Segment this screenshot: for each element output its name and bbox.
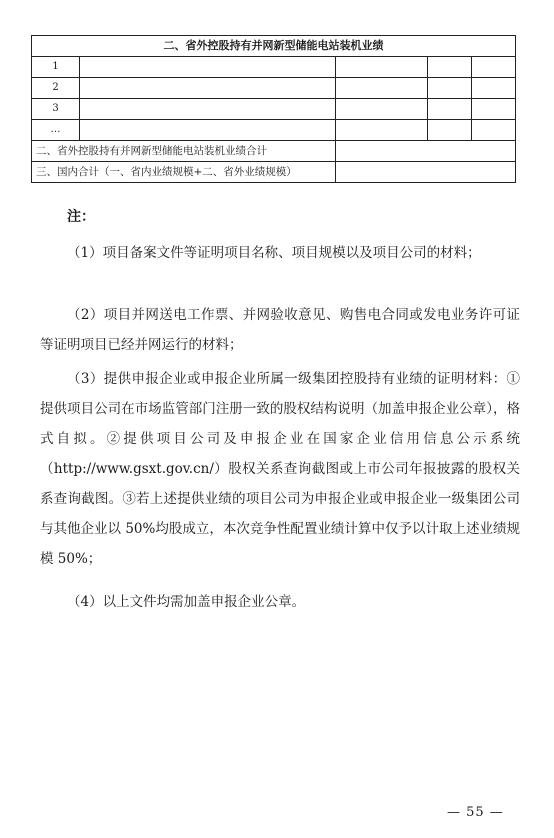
notes-title: 注： [67,209,95,225]
table-header: 二、省外控股持有并网新型储能电站装机业绩 [32,36,516,57]
row-number: 2 [32,78,80,99]
performance-table [31,35,516,183]
note-item-2: （2）项目并网送电工作票、并网验收意见、购售电合同或发电业务许可证等证明项目已经并网运行的材料； [40,307,520,353]
subtotal-label: 二、省外控股持有并网新型储能电站装机业绩合计 [32,141,336,162]
total-label: 三、国内合计（一、省内业绩规模+二、省外业绩规模） [32,162,336,183]
row-number: 3 [32,99,80,120]
note-item-4: （4）以上文件均需加盖申报企业公章。 [67,594,306,610]
table-row [32,57,516,78]
table-row [32,120,516,141]
row-number: 1 [32,57,80,78]
total-row [32,162,516,183]
table-row [32,99,516,120]
note-item-1: （1）项目备案文件等证明项目名称、项目规模以及项目公司的材料； [67,245,481,261]
subtotal-row [32,141,516,162]
note-item-3: （3）提供申报企业或申报企业所属一级集团控股持有业绩的证明材料：①提供项目公司在市场监管部门注册一致的股权结构说明（加盖申报企业公章），格式自拟。②提供项目公司及申报企业在国家企业信用信息公示系统（http://www.gsxt.gov.cn/）股权关系查询截图或上市公司年报披露的股权关系查询截图。③若上述提供业绩的项目公司为申报企业或申报企业一级集团公司与其他企业以 50%均股成立，本次竞争性配置业绩计算中仅予以计取上述业绩规模 50%； [40,371,520,567]
page-number: — 55 — [447,805,504,820]
table-row [32,78,516,99]
row-number: … [32,120,80,141]
